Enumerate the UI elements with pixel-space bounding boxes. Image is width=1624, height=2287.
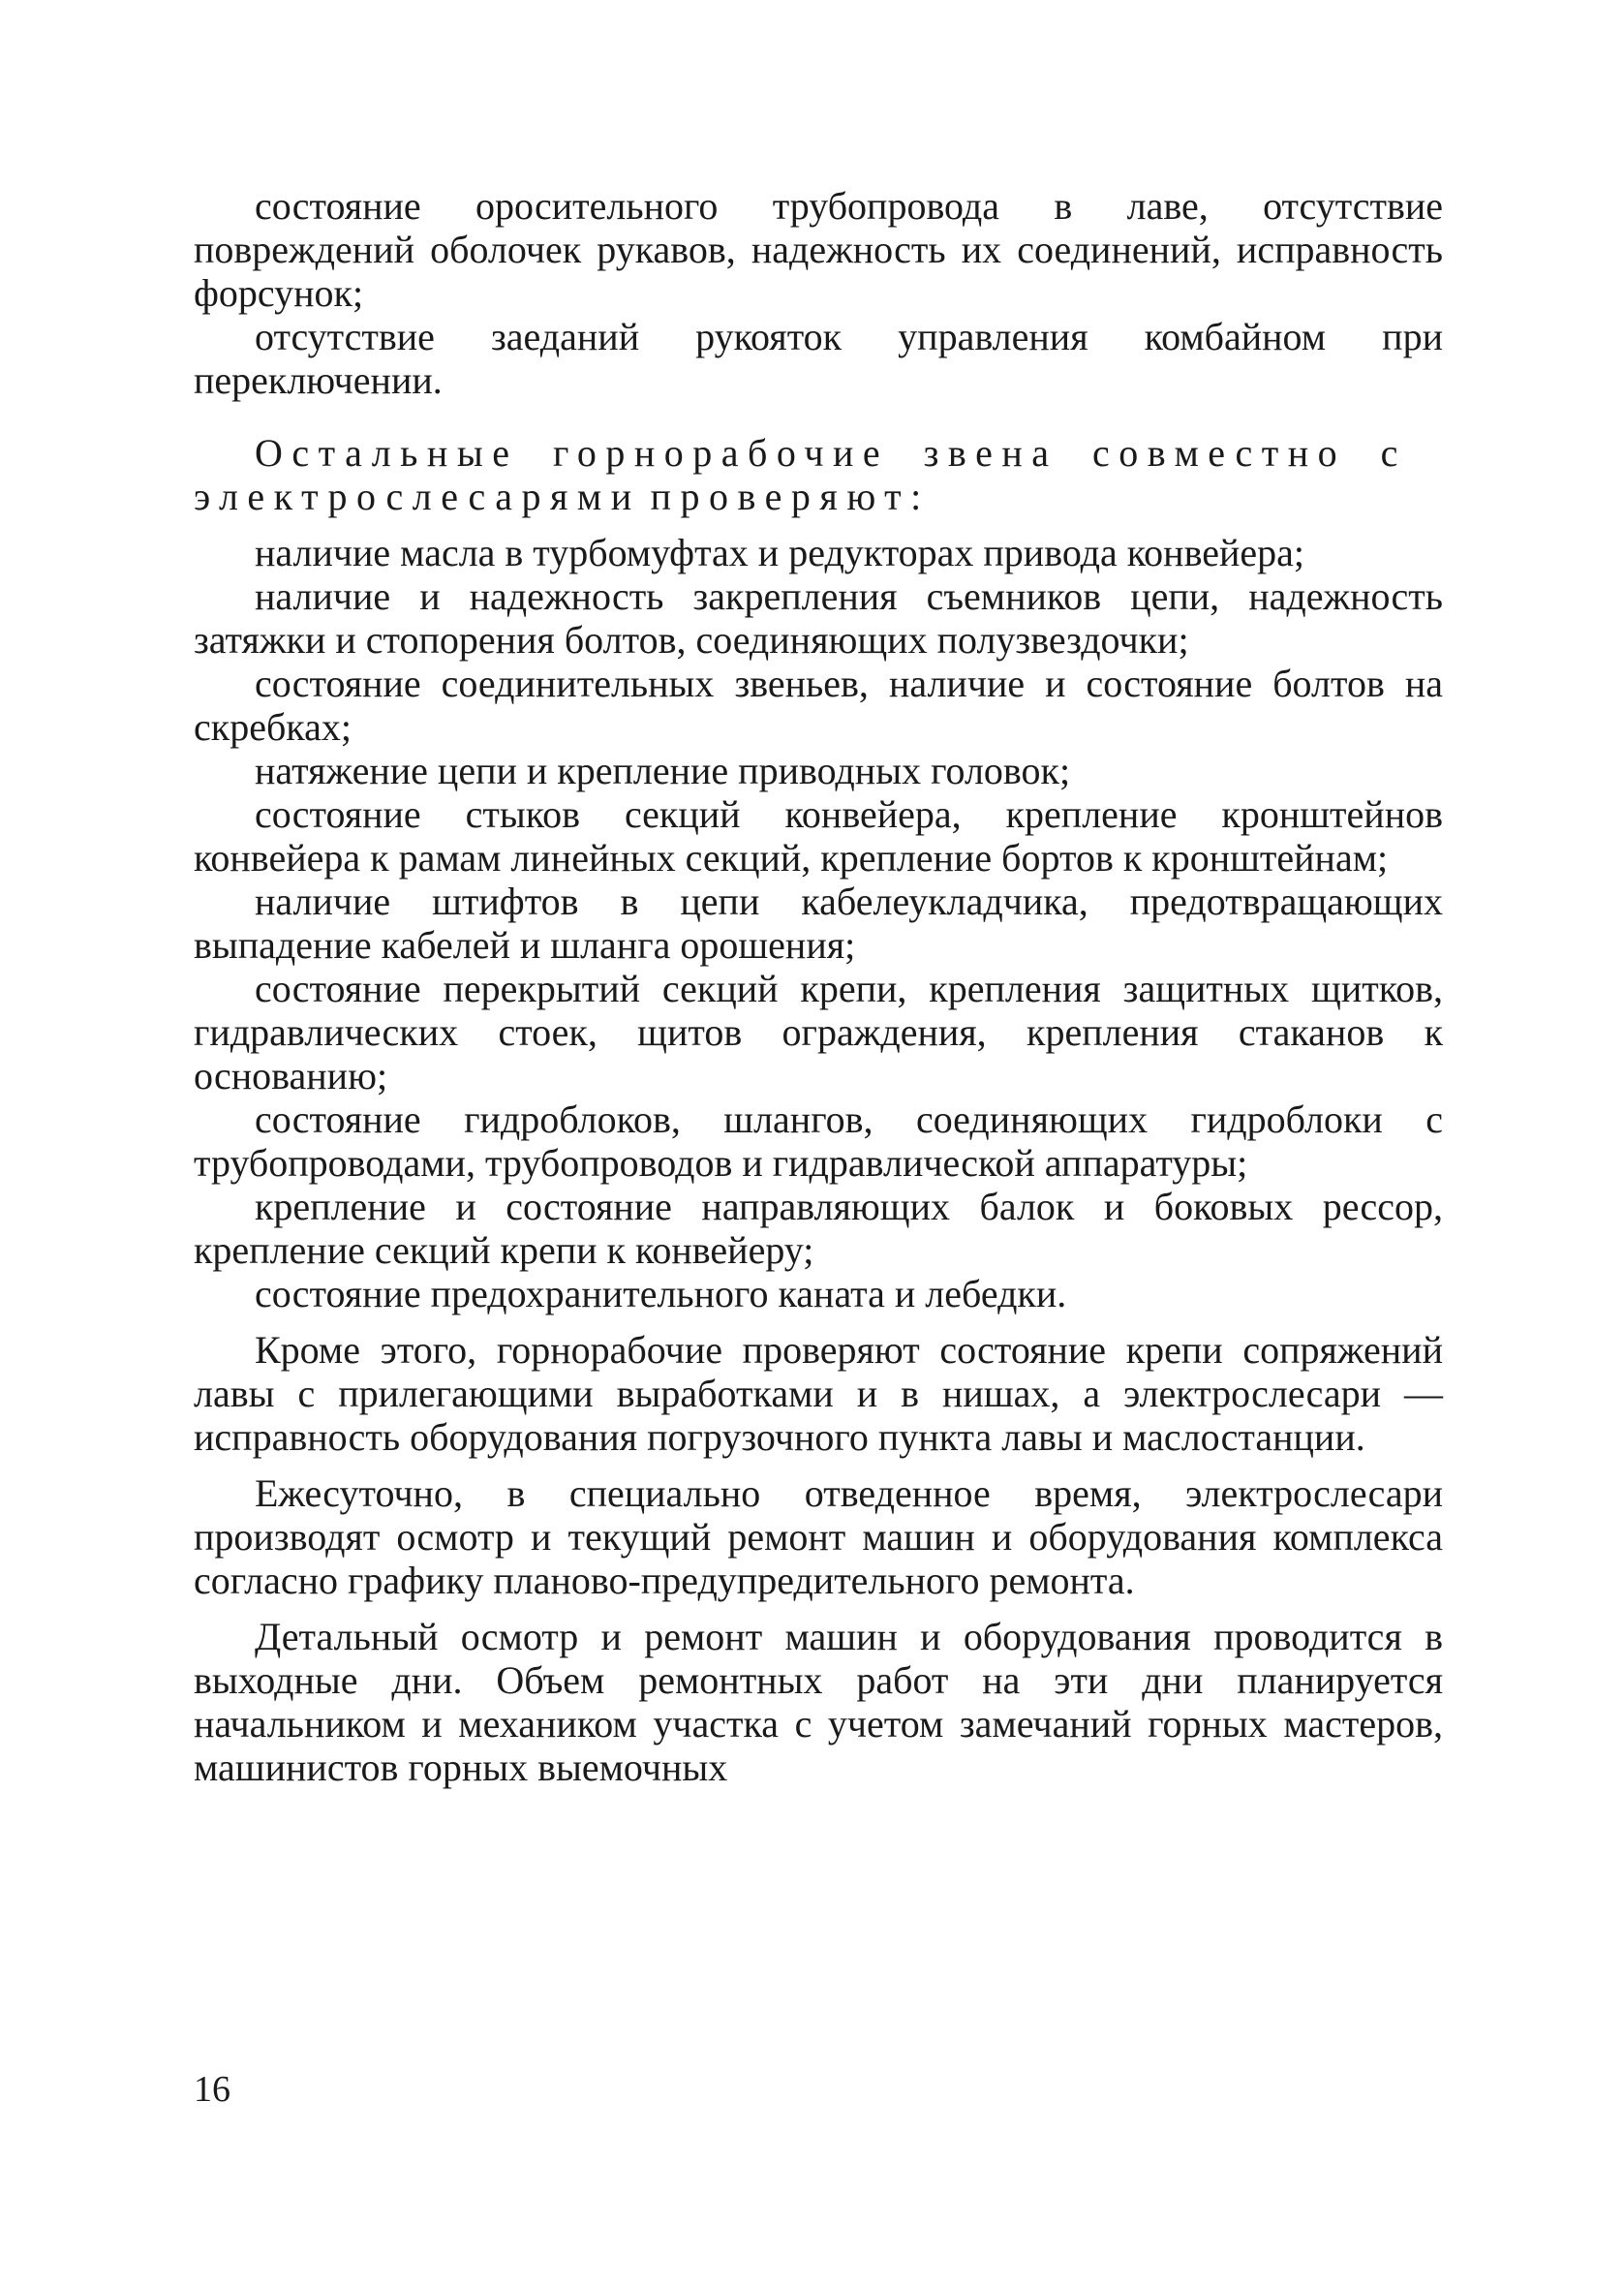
document-page (194, 184, 1443, 2218)
list-item: наличие масла в турбомуфтах и редукторах привода конвейера; (255, 531, 1305, 574)
section-gap (194, 402, 1443, 431)
list-item: состояние гидроблоков, шлангов, соединяющих гидроблоки с трубопроводами, трубопроводов и гидравлической аппаратуры; (194, 1097, 1443, 1185)
list-item: натяжение цепи и крепление приводных головок; (255, 749, 1071, 792)
list-item: отсутствие заеданий рукояток управления комбайном при переключении. (194, 315, 1443, 402)
list-item: состояние стыков секций конвейера, крепление кронштейнов конвейера к рамам линейных секций, крепление бортов к кронштейнам; (194, 792, 1443, 880)
section-gap (194, 518, 1443, 531)
section-gap (194, 1315, 1443, 1328)
section-gap (194, 1459, 1443, 1471)
body-paragraph: Ежесуточно, в специально отведенное время, электрослесари производят осмотр и текущий ремонт машин и оборудования комплекса согласно графику планово-предупредительного ремонта. (194, 1471, 1443, 1602)
body-paragraph: Кроме этого, горнорабочие проверяют состояние крепи сопряжений лавы с прилегающими выработками и в нишах, а электрослесари — исправность оборудования погрузочного пункта лавы и маслостанции. (194, 1328, 1443, 1459)
section-lead-verb: проверяют: (650, 475, 931, 518)
list-item: наличие штифтов в цепи кабелеукладчика, предотвращающих выпадение кабелей и шланга орошения; (194, 880, 1443, 967)
body-paragraph: Детальный осмотр и ремонт машин и оборудования проводится в выходные дни. Объем ремонтных работ на эти дни планируется начальником и механиком участка с учетом замечаний горных мастеров, машинистов горных выемочных (194, 1615, 1443, 1789)
section-lead-heading: Остальные горнорабочие звена совместно с электрослесарями (194, 431, 1407, 518)
section-gap (194, 1602, 1443, 1615)
list-item: крепление и состояние направляющих балок и боковых рессор, крепление секций крепи к конвейеру; (194, 1185, 1443, 1272)
list-item: состояние предохранительного каната и лебедки. (255, 1272, 1067, 1315)
list-item: наличие и надежность закрепления съемников цепи, надежность затяжки и стопорения болтов, соединяющих полузвездочки; (194, 574, 1443, 662)
list-item: состояние перекрытий секций крепи, крепления защитных щитков, гидравлических стоек, щитов ограждения, крепления стаканов к основанию; (194, 967, 1443, 1097)
page-number: 16 (194, 2069, 230, 2110)
list-item: состояние соединительных звеньев, наличие и состояние болтов на скребках; (194, 662, 1443, 749)
list-item: состояние оросительного трубопровода в лаве, отсутствие повреждений оболочек рукавов, надежность их соединений, исправность форсунок; (194, 184, 1443, 315)
section-lead (194, 431, 1443, 518)
checklist (194, 531, 1443, 1315)
